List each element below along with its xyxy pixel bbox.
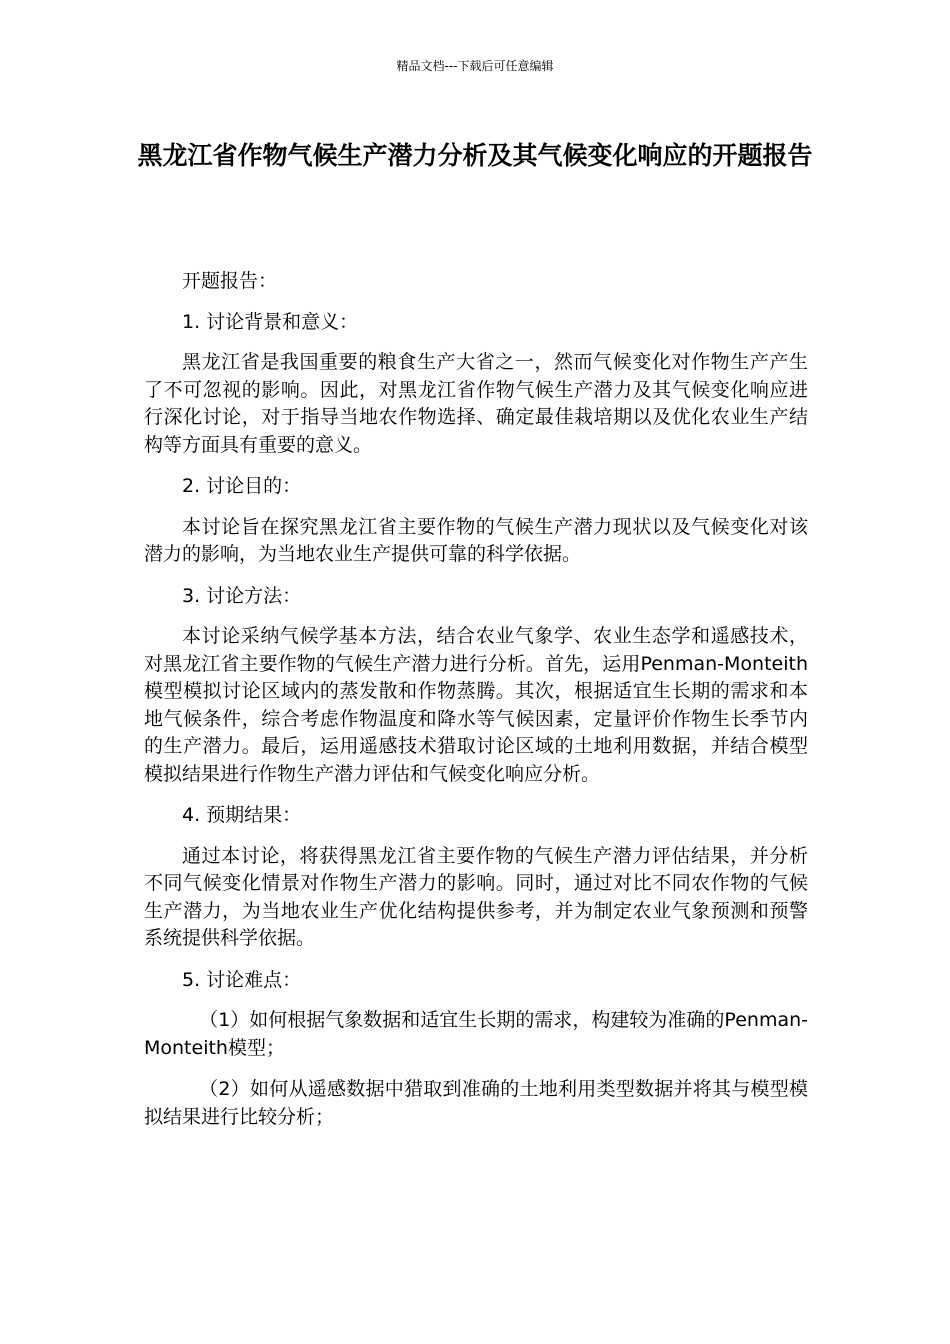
paragraph-results: 通过本讨论，将获得黑龙江省主要作物的气候生产潜力评估结果，并分析不同气候变化情景对作物生产潜力的影响。同时，通过对比不同农作物的气候生产潜力，为当地农业生产优化结构提供参考，并为制定农业气象预测和预警系统提供科学依据。 [144,844,808,949]
paragraph-background: 黑龙江省是我国重要的粮食生产大省之一，然而气候变化对作物生产产生了不可忽视的影响。因此，对黑龙江省作物气候生产潜力及其气候变化响应进行深化讨论，对于指导当地农作物选择、确定最佳栽培期以及优化农业生产结构等方面具有重要的意义。 [144,351,808,456]
section-heading-results: 4. 预期结果： [182,804,302,826]
page-header: 精品文档---下载后可任意编辑 [396,59,554,73]
section-heading-purpose: 2. 讨论目的： [182,475,302,497]
paragraph-intro-label: 开题报告： [182,270,278,292]
paragraph-difficulty-1: （1）如何根据气象数据和适宜生长期的需求，构建较为准确的Penman-Monteith模型； [144,1009,808,1059]
paragraph-purpose: 本讨论旨在探究黑龙江省主要作物的气候生产潜力现状以及气候变化对该潜力的影响，为当地农业生产提供可靠的科学依据。 [144,515,808,565]
document-title: 黑龙江省作物气候生产潜力分析及其气候变化响应的开题报告 [137,141,813,170]
document-body [144,268,808,1145]
section-heading-difficulties: 5. 讨论难点： [182,968,302,991]
section-heading-background: 1. 讨论背景和意义： [182,310,359,333]
paragraph-method: 本讨论采纳气候学基本方法，结合农业气象学、农业生态学和遥感技术，对黑龙江省主要作物的气候生产潜力进行分析。首先，运用Penman-Monteith模型模拟讨论区域内的蒸发散和作物蒸腾。其次，根据适宜生长期的需求和本地气候条件，综合考虑作物温度和降水等气候因素，定量评价作物生长季节内的生产潜力。最后，运用遥感技术猎取讨论区域的土地利用数据，并结合模型模拟结果进行作物生产潜力评估和气候变化响应分析。 [144,625,808,785]
section-heading-method: 3. 讨论方法： [182,584,302,607]
paragraph-difficulty-2: （2）如何从遥感数据中猎取到准确的土地利用类型数据并将其与模型模拟结果进行比较分析； [144,1078,808,1128]
